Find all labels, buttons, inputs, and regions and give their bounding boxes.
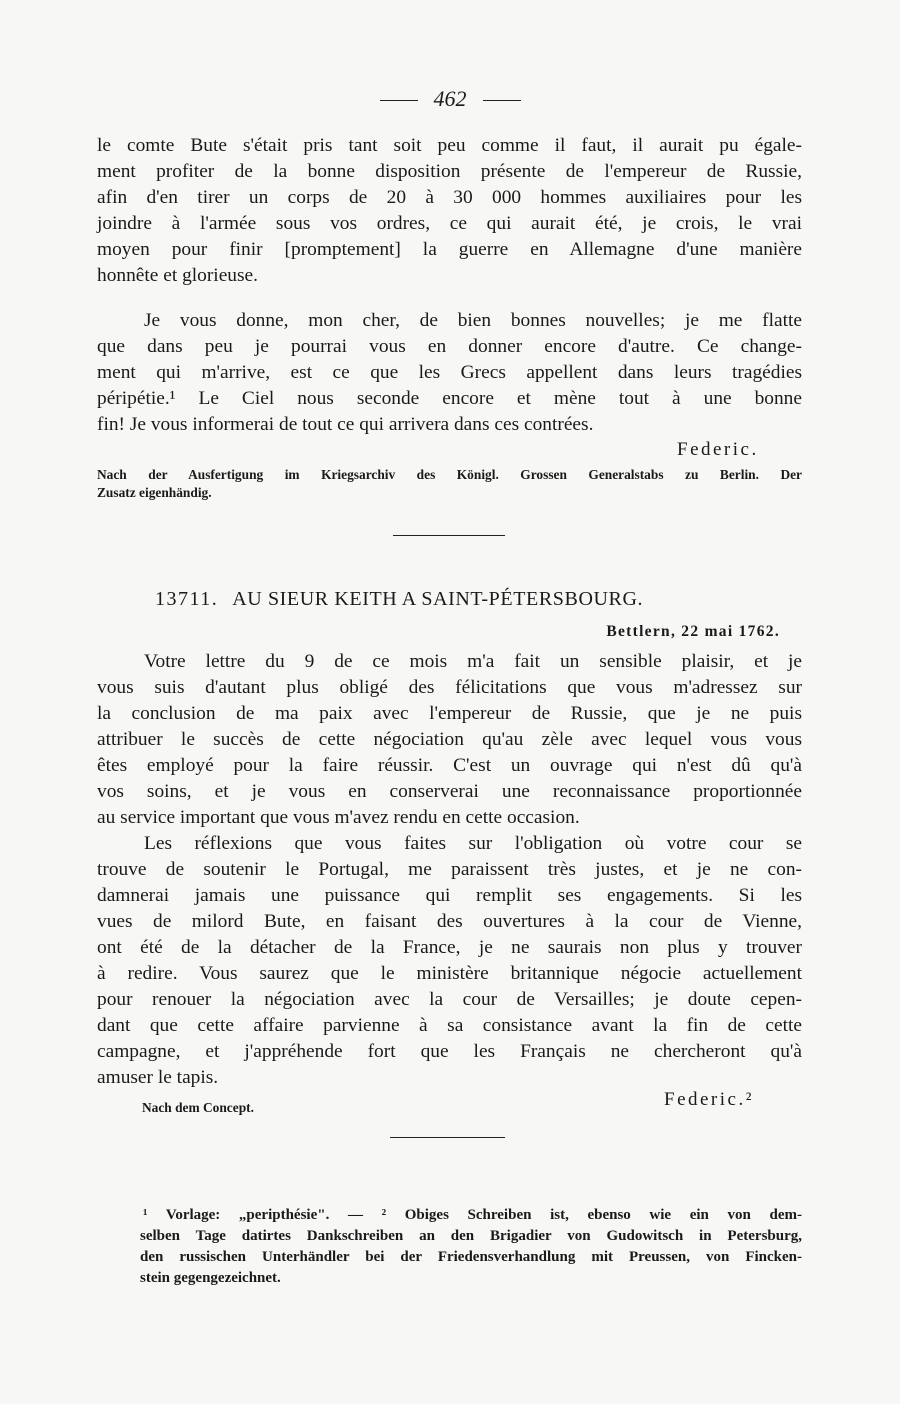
text-line: Votre lettre du 9 de ce mois m'a fait un sensible plaisir, et je	[144, 651, 802, 672]
section-divider	[393, 535, 505, 536]
text-line: ont été de la détacher de la France, je ne saurais non plus y trouver	[97, 937, 802, 958]
dash-right	[483, 100, 521, 101]
text-line: dant que cette affaire parvienne à sa consistance avant la fin de cette	[97, 1015, 802, 1036]
text-line: moyen pour finir [promptement] la guerre en Allemagne d'une manière	[97, 239, 802, 260]
text-line: fin! Je vous informerai de tout ce qui arrivera dans ces contrées.	[97, 414, 594, 435]
page-number: 462	[433, 86, 467, 111]
text-line: Je vous donne, mon cher, de bien bonnes nouvelles; je me flatte	[144, 310, 802, 331]
text-line: damnerai jamais une puissance qui remplit ses engagements. Si les	[97, 885, 802, 906]
letter-title: AU SIEUR KEITH A SAINT-PÉTERSBOURG.	[232, 588, 644, 610]
text-line: vues de milord Bute, en faisant des ouvertures à la cour de Vienne,	[97, 911, 802, 932]
note-line: Nach der Ausfertigung im Kriegsarchiv des Königl. Grossen Generalstabs zu Berlin. Der	[97, 467, 802, 482]
text-line: que dans peu je pourrai vous en donner encore d'autre. Ce change-	[97, 336, 802, 357]
dash-left	[380, 100, 418, 101]
text-line: la conclusion de ma paix avec l'empereur de Russie, que je ne puis	[97, 703, 802, 724]
text-line: ment profiter de la bonne disposition présente de l'empereur de Russie,	[97, 161, 802, 182]
text-line: amuser le tapis.	[97, 1067, 219, 1088]
text-line: vous suis d'autant plus obligé des félicitations que vous m'adressez sur	[97, 677, 802, 698]
footnote-line: stein gegengezeichnet.	[140, 1270, 281, 1286]
footnote-line: ¹ Vorlage: „peripthésie". — ² Obiges Schreiben ist, ebenso wie ein von dem-	[143, 1207, 802, 1223]
text-line: campagne, et j'appréhende fort que les Français ne chercheront qu'à	[97, 1041, 802, 1062]
text-line: attribuer le succès de cette négociation qu'au zèle avec lequel vous vous	[97, 729, 802, 750]
letter-dateline: Bettlern, 22 mai 1762.	[606, 623, 780, 640]
paragraph-postscript	[97, 308, 802, 438]
text-line: ment qui m'arrive, est ce que les Grecs appellent dans leurs tragédies	[97, 362, 802, 383]
paragraph-letter-body	[97, 831, 802, 1091]
source-note-concept: Nach dem Concept.	[142, 1100, 254, 1115]
text-line: vos soins, et je vous en conserverai une reconnaissance proportionnée	[97, 781, 802, 802]
letter-heading	[155, 588, 775, 611]
letter-number: 13711.	[155, 588, 219, 610]
paragraph-letter-opening	[97, 649, 802, 831]
text-line: joindre à l'armée sous vos ordres, ce qui aurait été, je crois, le vrai	[97, 213, 802, 234]
note-line: Zusatz eigenhändig.	[97, 485, 212, 500]
text-line: êtes employé pour la faire réussir. C'est un ouvrage qui n'est dû qu'à	[97, 755, 802, 776]
text-line: péripétie.¹ Le Ciel nous seconde encore et mène tout à une bonne	[97, 388, 802, 409]
footnote-divider	[390, 1137, 505, 1138]
text-line: à redire. Vous saurez que le ministère britannique négocie actuellement	[97, 963, 802, 984]
footnote-line: den russischen Unterhändler bei der Friedensverhandlung mit Preussen, von Fincken-	[140, 1249, 802, 1265]
signature-federic: Federic.	[677, 439, 759, 460]
signature-federic-2: Federic.²	[664, 1089, 754, 1110]
text-line: honnête et glorieuse.	[97, 265, 258, 286]
footnote-line: selben Tage datirtes Dankschreiben an den Brigadier von Gudowitsch in Petersburg,	[140, 1228, 802, 1244]
text-line: afin d'en tirer un corps de 20 à 30 000 hommes auxiliaires pour les	[97, 187, 802, 208]
text-line: Les réflexions que vous faites sur l'obligation où votre cour se	[144, 833, 802, 854]
page-number-header	[0, 86, 900, 112]
text-line: au service important que vous m'avez rendu en cette occasion.	[97, 807, 580, 828]
text-line: trouve de soutenir le Portugal, me paraissent très justes, et je ne con-	[97, 859, 802, 880]
footnotes	[140, 1205, 802, 1289]
paragraph-continuation	[97, 133, 802, 289]
source-note-archive	[97, 466, 802, 502]
text-line: le comte Bute s'était pris tant soit peu comme il faut, il aurait pu égale-	[97, 135, 802, 156]
text-line: pour renouer la négociation avec la cour de Versailles; je doute cepen-	[97, 989, 802, 1010]
